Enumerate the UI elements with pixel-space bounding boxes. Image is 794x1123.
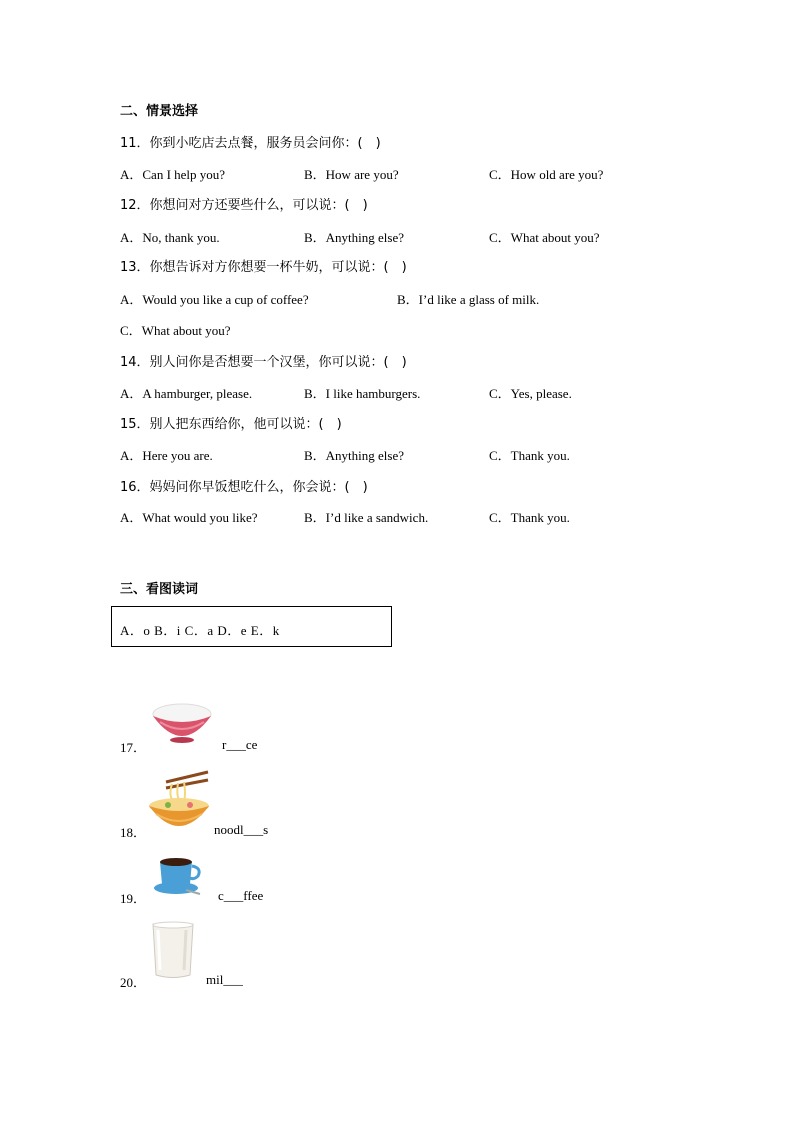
section-title-2: 二、情景选择 (120, 104, 199, 119)
section-title-3: 三、看图读词 (120, 582, 199, 597)
q15-option-a: A．Here you are. (120, 448, 213, 463)
q12-option-c: C．What about you? (489, 230, 600, 245)
q11-option-c: C．How old are you? (489, 167, 604, 182)
item-17-word: r___ce (222, 737, 258, 752)
item-18-word: noodl___s (214, 822, 269, 837)
coffee-cup-icon (152, 852, 204, 896)
item-19-word: c___ffee (218, 888, 264, 903)
item-20-number: 20． (120, 975, 147, 990)
q13-option-a: A．Would you like a cup of coffee? (120, 292, 309, 307)
rice-bowl-icon (150, 700, 214, 744)
q11-option-a: A．Can I help you? (120, 167, 226, 182)
item-17-number: 17． (120, 740, 147, 755)
question-15: 15．别人把东西给你，他可以说：( ) (120, 417, 342, 432)
q15-option-c: C．Thank you. (489, 448, 570, 463)
q16-option-c: C．Thank you. (489, 510, 570, 525)
noodles-icon (146, 768, 212, 836)
q16-option-b: B．I’d like a sandwich. (304, 510, 429, 525)
letter-options-box (111, 606, 392, 647)
letter-options: A．o B．i C．a D．e E．k (120, 623, 280, 638)
q16-option-a: A．What would you like? (120, 510, 258, 525)
q11-option-b: B．How are you? (304, 167, 399, 182)
question-12: 12．你想问对方还要些什么，可以说：( ) (120, 198, 368, 213)
item-20-word: mil___ (206, 972, 243, 987)
item-18-number: 18． (120, 825, 147, 840)
item-19-number: 19． (120, 891, 147, 906)
q12-option-a: A．No, thank you. (120, 230, 220, 245)
q13-option-c: C．What about you? (120, 323, 231, 338)
q14-option-c: C．Yes, please. (489, 386, 572, 401)
question-13: 13．你想告诉对方你想要一杯牛奶，可以说：( ) (120, 260, 407, 275)
q14-option-a: A．A hamburger, please. (120, 386, 253, 401)
q14-option-b: B．I like hamburgers. (304, 386, 421, 401)
q13-option-b: B．I’d like a glass of milk. (397, 292, 540, 307)
question-16: 16．妈妈问你早饭想吃什么，你会说：( ) (120, 480, 368, 495)
q15-option-b: B．Anything else? (304, 448, 405, 463)
milk-glass-icon (150, 920, 196, 980)
question-11: 11．你到小吃店去点餐，服务员会问你：( ) (120, 136, 381, 151)
question-14: 14．别人问你是否想要一个汉堡，你可以说：( ) (120, 355, 407, 370)
q12-option-b: B．Anything else? (304, 230, 405, 245)
